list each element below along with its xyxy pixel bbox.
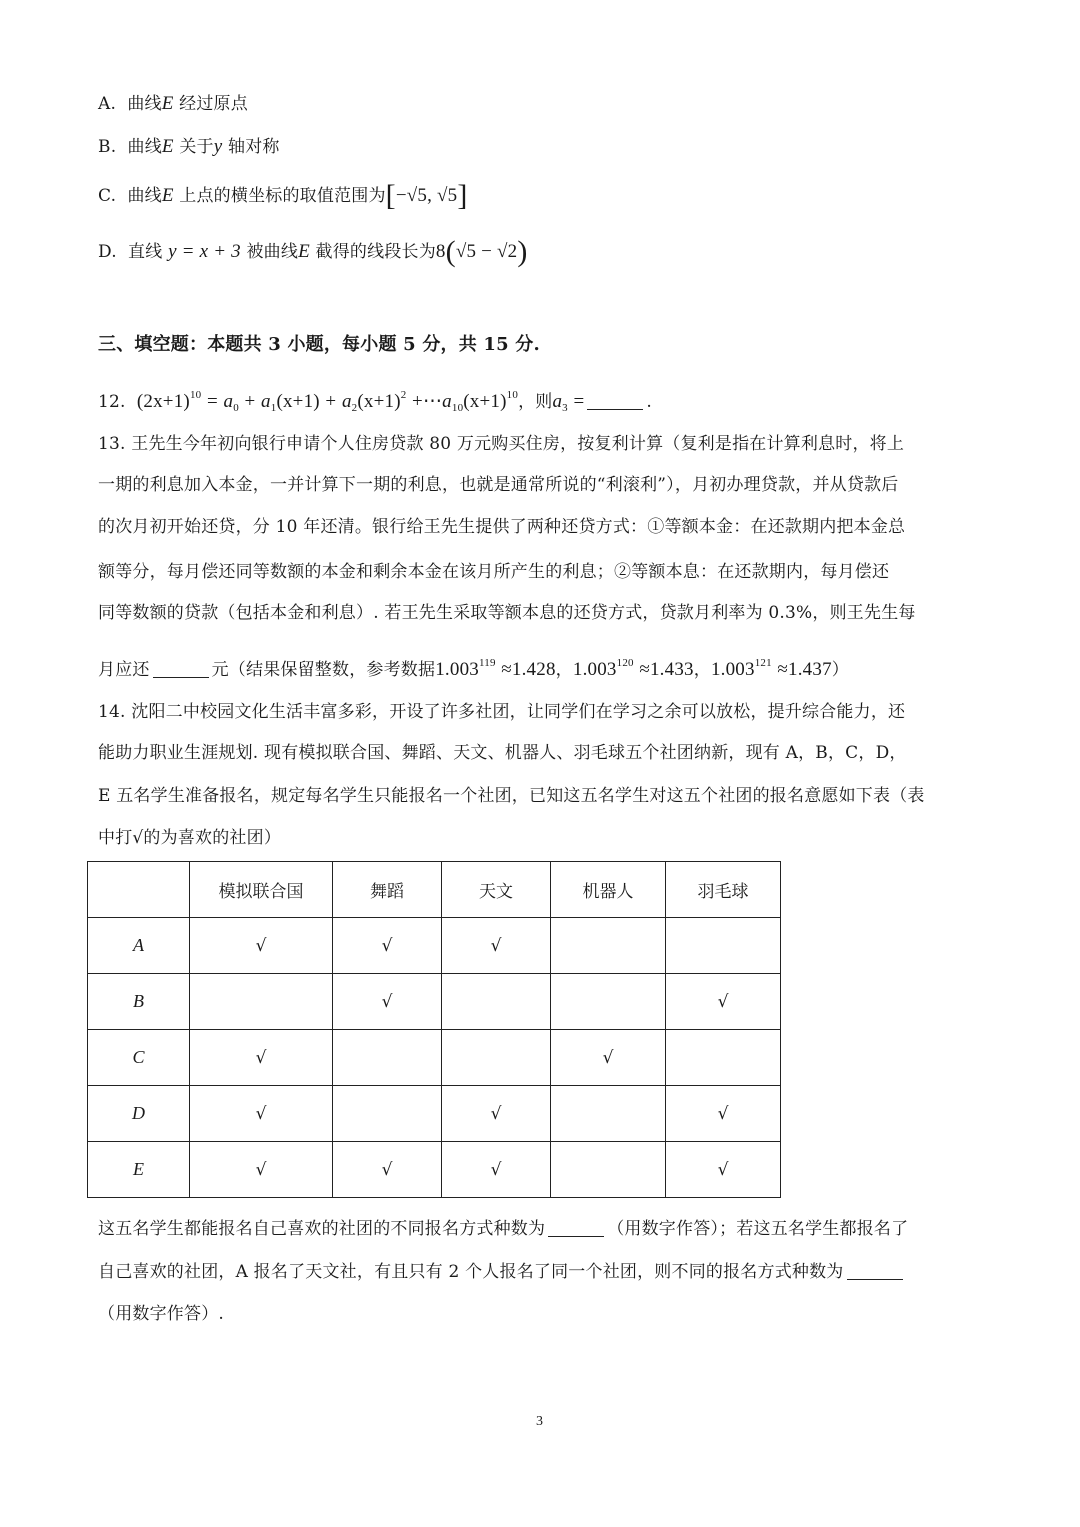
question-14-line-3: E 五名学生准备报名，规定每名学生只能报名一个社团，已知这五名学生对这五个社团的报名意愿如下表（表: [98, 786, 925, 806]
question-text: 自己喜欢的社团，A 报名了天文社，有且只有 2 个人报名了同一个社团，则不同的报名方式种数为: [98, 1262, 844, 1282]
option-label: C.: [98, 186, 117, 206]
table-header-cell: 天文: [442, 862, 551, 918]
table-cell: √: [666, 1142, 781, 1198]
table-cell: [551, 974, 666, 1030]
table-cell: [666, 1030, 781, 1086]
math-equals: =: [573, 391, 585, 412]
question-13-line-3: 的次月初开始还贷，分 10 年还清。银行给王先生提供了两种还贷方式：①等额本金：在还款期内把本金总: [98, 517, 906, 537]
question-14-line-2: 能助力职业生涯规划. 现有模拟联合国、舞蹈、天文、机器人、羽毛球五个社团纳新，现有 A，B，C，D，: [98, 743, 907, 763]
table-cell: [333, 1086, 442, 1142]
question-13-line-5: 同等数额的贷款（包括本金和利息）. 若王先生采取等额本息的还贷方式，贷款月利率为 0.3%，则王先生每: [98, 603, 916, 623]
math-coef: 8: [435, 241, 446, 262]
math-base: 1.003: [572, 659, 617, 680]
table-row: [88, 1086, 781, 1142]
table-header-row: [88, 862, 781, 918]
table-cell: [442, 974, 551, 1030]
math-subscript: 10: [451, 402, 464, 414]
answer-blank[interactable]: [153, 659, 209, 678]
option-c: [98, 179, 468, 212]
math-var: E: [298, 241, 310, 262]
math-term: (x+1): [463, 391, 507, 412]
table-row: [88, 918, 781, 974]
page-number: 3: [536, 1414, 543, 1429]
math-term: (2x+1): [136, 391, 190, 412]
option-text: 上点的横坐标的取值范围为: [179, 186, 386, 206]
option-text: 曲线: [127, 186, 162, 206]
math-plus: +: [325, 391, 337, 412]
table-header-cell: 机器人: [551, 862, 666, 918]
option-text: 轴对称: [228, 137, 280, 157]
option-a: [98, 92, 248, 116]
math-var: a: [223, 391, 234, 412]
table-cell: [333, 1030, 442, 1086]
table-cell: √: [190, 1030, 333, 1086]
question-text: 月应还: [98, 660, 150, 680]
math-subscript: 0: [233, 402, 239, 414]
option-text: 被曲线: [246, 242, 299, 262]
table-cell: [666, 918, 781, 974]
math-interval: −√5, √5: [395, 185, 458, 206]
math-var: a: [341, 391, 352, 412]
question-13-line-2: 一期的利息加入本金，一并计算下一期的利息，也就是通常所说的“利滚利”），月初办理贷款，并从贷款后: [98, 475, 899, 495]
math-base: 1.003: [710, 659, 755, 680]
answer-blank[interactable]: [847, 1261, 903, 1280]
question-14-line-1: 14. 沈阳二中校园文化生活丰富多彩，开设了许多社团，让同学们在学习之余可以放松，提升综合能力，还: [98, 702, 906, 722]
table-row: [88, 1142, 781, 1198]
question-14-after-3: （用数字作答）.: [98, 1304, 225, 1324]
table-cell: √: [333, 918, 442, 974]
table-cell: [551, 918, 666, 974]
section-heading: 三、填空题：本题共 3 小题，每小题 5 分，共 15 分.: [98, 334, 540, 355]
question-14-line-4: 中打√的为喜欢的社团）: [98, 828, 282, 848]
question-14-after-2: [98, 1260, 906, 1284]
math-ellipsis: +⋯: [412, 391, 443, 412]
table-header-cell: 羽毛球: [666, 862, 781, 918]
option-text: 经过原点: [179, 94, 248, 114]
table-cell: √: [333, 1142, 442, 1198]
bracket-open: [: [385, 179, 396, 212]
question-text: （用数字作答）；若这五名学生都报名了: [607, 1219, 909, 1239]
math-exponent: 10: [189, 389, 202, 401]
question-13-line-4: 额等分，每月偿还同等数额的本金和剩余本金在该月所产生的利息；②等额本息：在还款期内，每月偿还: [98, 562, 890, 582]
row-label: D: [88, 1086, 190, 1142]
table-cell: √: [442, 1086, 551, 1142]
table-row: [88, 974, 781, 1030]
separator: ，: [693, 660, 711, 680]
question-14-after-1: [98, 1217, 908, 1241]
table-cell: √: [442, 1142, 551, 1198]
table-header-cell: [88, 862, 190, 918]
table-header-cell: 模拟联合国: [190, 862, 333, 918]
math-base: 1.003: [435, 659, 479, 680]
math-exponent: 121: [754, 657, 772, 669]
math-subscript: 2: [351, 402, 358, 414]
math-var: a: [552, 391, 563, 412]
math-var: E: [161, 93, 174, 114]
math-value: ≈1.437: [777, 659, 832, 680]
option-label: D.: [98, 242, 117, 262]
question-number: 12.: [98, 392, 126, 412]
table-cell: √: [666, 1086, 781, 1142]
math-exponent: 119: [478, 657, 496, 669]
table-cell: √: [190, 918, 333, 974]
paren-close: ): [517, 235, 528, 268]
separator: ，: [555, 660, 573, 680]
question-text: ，则: [518, 392, 553, 412]
question-13-line-6: [98, 651, 849, 682]
question-13-line-1: 13. 王先生今年初向银行申请个人住房贷款 80 万元购买住房，按复利计算（复利是指在计算利息时，将上: [98, 434, 905, 454]
table-cell: [551, 1086, 666, 1142]
table-cell: √: [190, 1086, 333, 1142]
math-expression: √5 − √2: [455, 241, 518, 262]
option-text: 曲线: [127, 94, 162, 114]
math-var: E: [161, 136, 174, 157]
math-subscript: 3: [562, 402, 568, 414]
table-header-cell: 舞蹈: [333, 862, 442, 918]
math-term: (x+1): [276, 391, 320, 412]
preference-table: [87, 861, 781, 1198]
math-var: y: [213, 136, 223, 157]
table-cell: √: [442, 918, 551, 974]
bracket-close: ]: [457, 179, 468, 212]
row-label: C: [88, 1030, 190, 1086]
table-row: [88, 1030, 781, 1086]
option-text: 截得的线段长为: [315, 242, 436, 262]
option-b: [98, 135, 280, 159]
question-text: .: [646, 392, 653, 412]
math-equals: =: [206, 391, 218, 412]
option-text: 关于: [179, 137, 214, 157]
option-label: B.: [98, 137, 117, 157]
table-cell: [442, 1030, 551, 1086]
question-text: 这五名学生都能报名自己喜欢的社团的不同报名方式种数为: [98, 1219, 546, 1239]
question-text: ）: [831, 660, 849, 680]
math-value: ≈1.433: [639, 659, 694, 680]
math-subscript: 1: [270, 402, 277, 414]
table-cell: √: [333, 974, 442, 1030]
row-label: E: [88, 1142, 190, 1198]
math-var: a: [442, 391, 452, 412]
table-cell: √: [666, 974, 781, 1030]
answer-blank[interactable]: [587, 391, 643, 410]
math-exponent: 10: [506, 389, 519, 401]
question-text: 元（结果保留整数，参考数据: [211, 660, 436, 680]
row-label: A: [88, 918, 190, 974]
math-term: (x+1): [357, 391, 401, 412]
table-cell: [551, 1142, 666, 1198]
paren-open: (: [445, 235, 456, 268]
question-12: [98, 383, 652, 420]
math-var: a: [261, 391, 271, 412]
math-value: ≈1.428: [501, 659, 556, 680]
math-exponent: 2: [400, 389, 407, 401]
table-cell: √: [190, 1142, 333, 1198]
option-label: A.: [98, 94, 117, 114]
table-cell: √: [551, 1030, 666, 1086]
math-exponent: 120: [616, 657, 634, 669]
answer-blank[interactable]: [548, 1218, 604, 1237]
row-label: B: [88, 974, 190, 1030]
math-plus: +: [244, 391, 256, 412]
option-text: 直线: [128, 242, 163, 262]
math-var: E: [161, 185, 174, 206]
math-equation: y = x + 3: [168, 241, 241, 262]
table-cell: [190, 974, 333, 1030]
option-d: [98, 235, 528, 268]
option-text: 曲线: [127, 137, 162, 157]
